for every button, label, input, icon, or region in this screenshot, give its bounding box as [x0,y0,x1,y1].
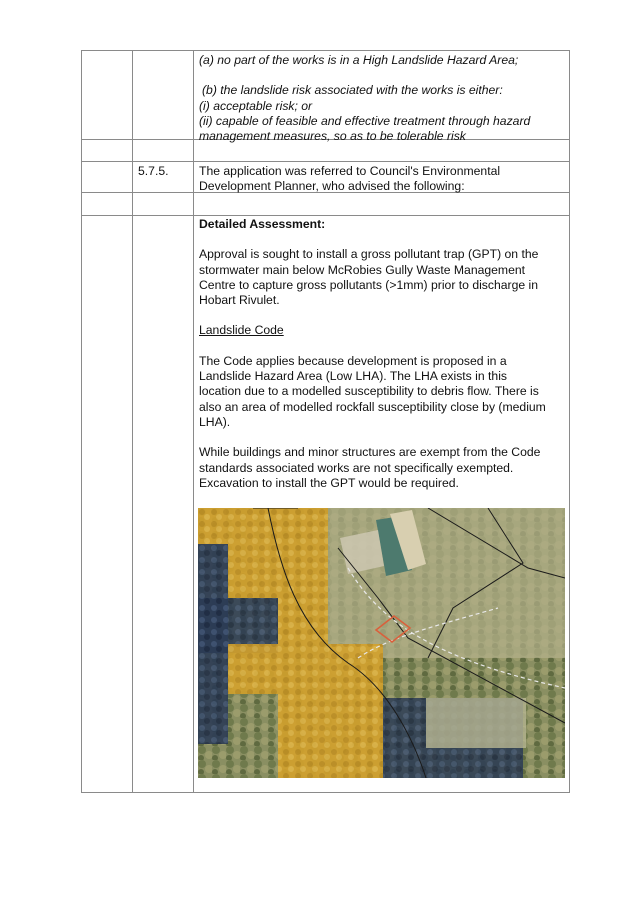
criteria-line-b: (b) the landslide risk associated with the works is either: [202,83,503,98]
para2-line-4: also an area of modelled rockfall susceptibility close by (medium [199,399,546,414]
para3-line-3: Excavation to install the GPT would be required. [199,475,459,490]
referral-text [199,164,569,195]
para1-line-1: Approval is sought to install a gross pollutant trap (GPT) on the [199,247,539,262]
low-lha-zone-3 [228,644,383,694]
low-lha-zone-4 [278,694,383,778]
assessment-table [81,50,570,793]
para2-line-1: The Code applies because development is proposed in a [199,353,507,368]
criteria-text [199,53,569,144]
para3-line-1: While buildings and minor structures are exempt from the Code [199,445,541,460]
para1-line-3: Centre to capture gross pollutants (>1mm) prior to discharge in [199,277,539,292]
para2-line-2: Landslide Hazard Area (Low LHA). The LHA exists in this [199,369,508,384]
para2-line-5: LHA). [199,414,231,429]
para2-line-3: location due to a modelled susceptibility to debris flow. There is [199,384,539,399]
assessment-heading: Detailed Assessment: [199,217,326,231]
criteria-line-b2a: (ii) capable of feasible and effective treatment through hazard [199,113,531,128]
row-divider-4 [82,215,569,216]
clause-number: 5.7.5. [138,164,169,178]
low-lha-zone-top [198,508,328,544]
detailed-assessment [199,217,569,491]
criteria-line-b1: (i) acceptable risk; or [199,98,313,113]
para1-line-2: stormwater main below McRobies Gully Waste Management [199,262,526,277]
row-divider-2 [82,161,569,162]
para3-line-2: standards associated works are not specifically exempted. [199,460,514,475]
cleared-area [328,508,565,658]
landslide-hazard-map [198,508,565,778]
criteria-line-b2b: management measures, so as to be tolerable risk [199,129,466,144]
landslide-code-subheading: Landslide Code [199,323,284,338]
imagery-patch [426,698,526,748]
low-lha-zone-2 [278,544,328,644]
criteria-line-a: (a) no part of the works is in a High Landslide Hazard Area; [199,53,519,67]
referral-line-2: Development Planner, who advised the following: [199,179,465,194]
map-image [198,508,565,778]
column-divider-2 [193,51,194,792]
low-lha-zone-1 [228,544,278,598]
column-divider-1 [132,51,133,792]
para1-line-4: Hobart Rivulet. [199,293,280,308]
referral-line-1: The application was referred to Council's Environmental [199,164,501,178]
